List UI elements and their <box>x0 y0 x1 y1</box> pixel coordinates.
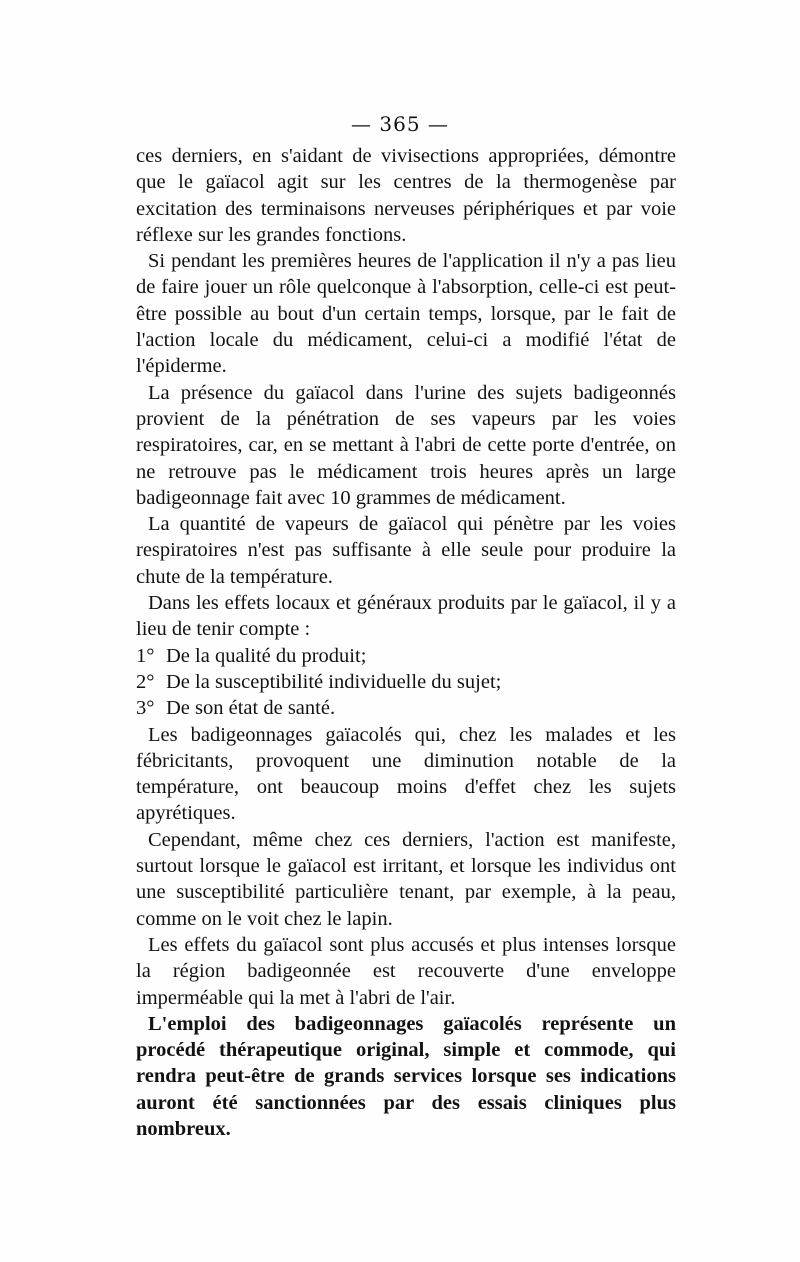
list-marker: 2° <box>136 670 155 693</box>
paragraph: La présence du gaïacol dans l'urine des sujets badigeonnés provient de la pénétration de ses vapeurs par les voies respiratoires, car, en se mettant à l'abri de cette porte d'entrée, on ne retrouve pas le médicament trois heures après un large badigeonnage fait avec 10 grammes de médicament. <box>136 381 676 509</box>
list-marker: 3° <box>136 697 155 720</box>
paragraph-conclusion: L'emploi des badigeonnages gaïacolés représente un procédé thérapeutique original, simple et commode, qui rendra peut-être de grands services lorsque ses indications auront été sanctionnées par des essais cliniques plus nombreux. <box>136 1012 676 1140</box>
list-text: De la qualité du produit; <box>166 644 367 667</box>
paragraph: Cependant, même chez ces derniers, l'action est manifeste, surtout lorsque le gaïacol est irritant, et lorsque les individus ont une susceptibilité particulière tenant, par exemple, à la peau, comme on le voit chez le lapin. <box>136 828 676 930</box>
body-text <box>136 143 676 1142</box>
paragraph: ces derniers, en s'aidant de vivisections appropriées, démontre que le gaïacol agit sur les centres de la thermogenèse par excitation des terminaisons nerveuses périphériques et par voie réflexe sur les grandes fonctions. <box>136 145 676 246</box>
paragraph: Les effets du gaïacol sont plus accusés et plus intenses lorsque la région badigeonnée est recouverte d'une enveloppe imperméable qui la met à l'abri de l'air. <box>136 933 676 1009</box>
list-marker: 1° <box>136 644 155 667</box>
paragraph: Les badigeonnages gaïacolés qui, chez les malades et les fébricitants, provoquent une diminution notable de la température, ont beaucoup moins d'effet chez les sujets apyrétiques. <box>136 723 676 825</box>
list-item <box>136 669 676 695</box>
list-text: De son état de santé. <box>166 697 336 720</box>
list-item <box>136 643 676 669</box>
paragraph: La quantité de vapeurs de gaïacol qui pénètre par les voies respiratoires n'est pas suffisante à elle seule pour produire la chute de la température. <box>136 513 676 588</box>
paragraph: Dans les effets locaux et généraux produits par le gaïacol, il y a lieu de tenir compte : <box>136 592 676 641</box>
page-number: — 365 — <box>351 112 449 136</box>
list-item <box>136 695 676 721</box>
paragraph: Si pendant les premières heures de l'application il n'y a pas lieu de faire jouer un rôle quelconque à l'absorption, celle-ci est peut-être possible au bout d'un certain temps, lorsque, par le fait de l'action locale du médicament, celui-ci a modifié l'état de l'épiderme. <box>136 250 676 378</box>
list-text: De la susceptibilité individuelle du sujet; <box>166 670 502 693</box>
